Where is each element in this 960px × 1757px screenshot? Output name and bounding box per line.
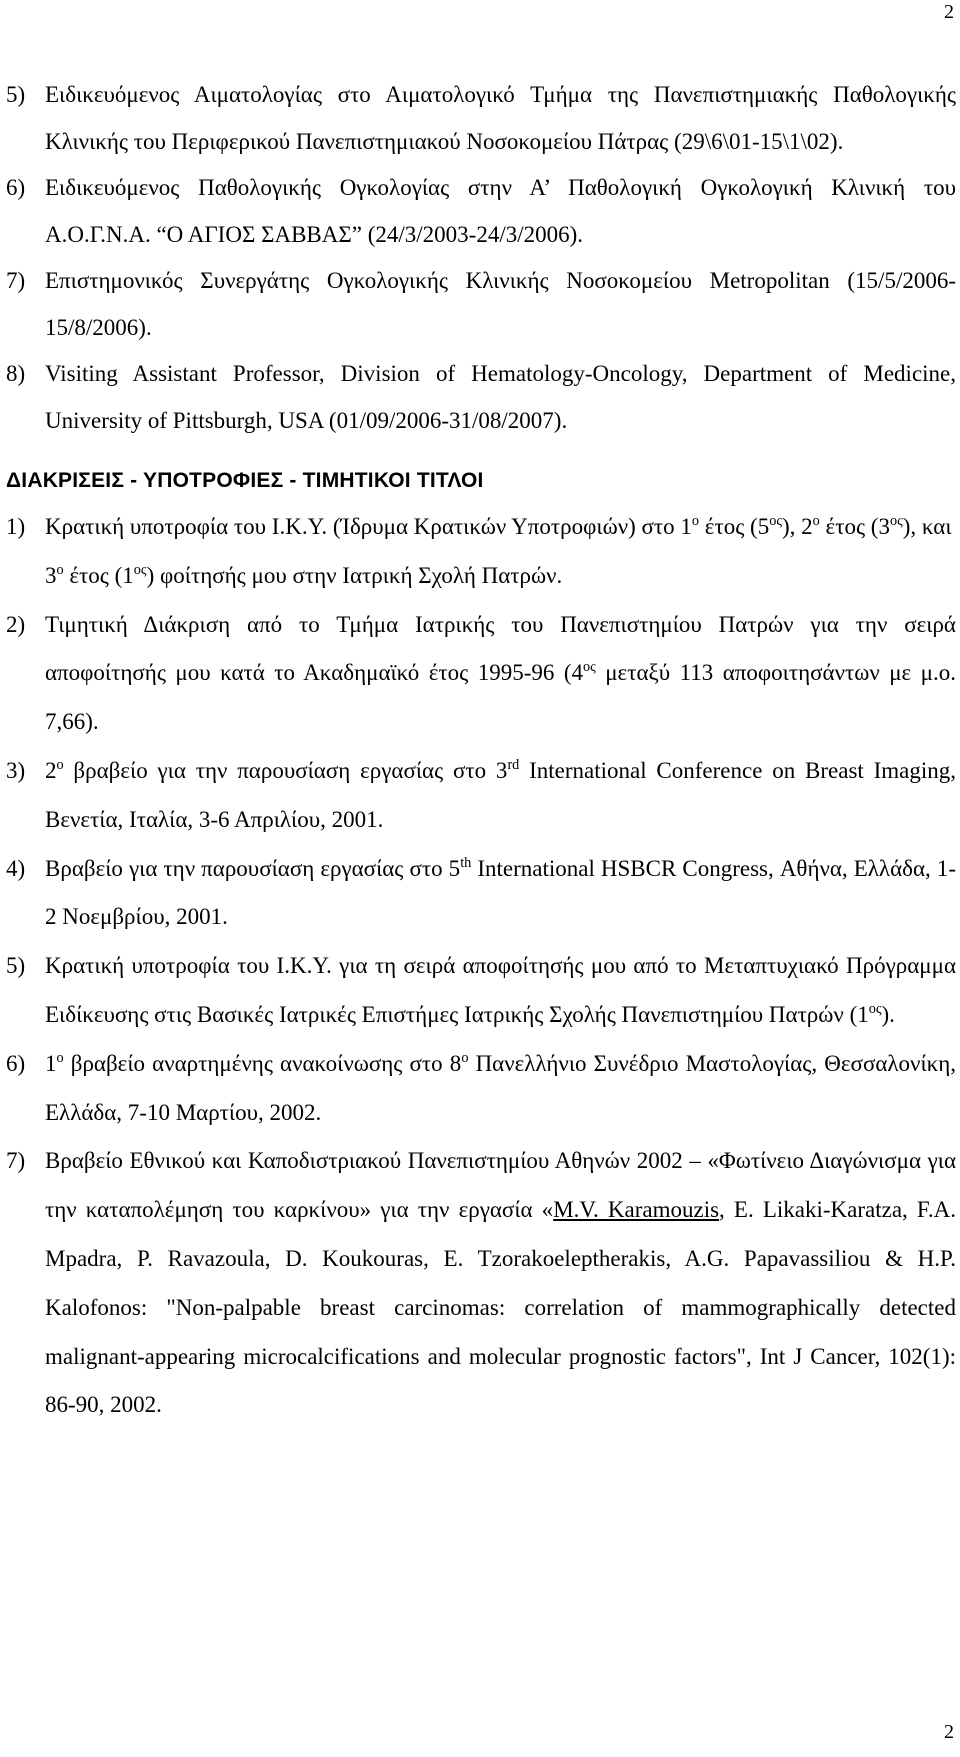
item-number: 6) xyxy=(6,175,26,200)
list-item xyxy=(6,1040,956,1138)
page-number-bottom: 2 xyxy=(944,1721,954,1743)
list-item xyxy=(6,845,956,943)
positions-list xyxy=(6,72,956,444)
list-item xyxy=(6,747,956,845)
item-number: 1) xyxy=(6,514,26,539)
item-text: $1^o$ βραβείο αναρτημένης ανακοίνωσης στο $8^o$ Πανελλήνιο Συνέδριο Μαστολογίας, Θεσσαλονίκη, Ελλάδα, 7-10 Μαρτίου, 2002. xyxy=(45,1049,956,1125)
item-text: Ειδικευόμενος Παθολογικής Ογκολογίας στην Α’ Παθολογική Ογκολογική Κλινική του Α.Ο.Γ.Ν.Α. “Ο ΑΓΙΟΣ ΣΑΒΒΑΣ” (24/3/2003-24/3/2006). xyxy=(45,175,956,247)
item-text: Visiting Assistant Professor, Division of Hematology-Oncology, Department of Medicine, University of Pittsburgh, USA (01/09/2006-31/08/2007). xyxy=(45,361,956,433)
item-number: 4) xyxy=(6,855,26,881)
list-item xyxy=(6,503,956,601)
document-body xyxy=(6,72,956,1430)
item-number: 7) xyxy=(6,1148,26,1174)
page-number-top: 2 xyxy=(944,1,954,23)
list-item xyxy=(6,601,956,747)
section-heading: ΔΙΑΚΡΙΣΕΙΣ - ΥΠΟΤΡΟΦΙΕΣ - ΤΙΜΗΤΙΚΟΙ ΤΙΤΛΟΙ xyxy=(6,469,484,492)
item-number: 3) xyxy=(6,757,26,783)
underlined-author: M.V. Karamouzis xyxy=(553,1197,720,1223)
item-text: Κρατική υποτροφία του Ι.Κ.Υ. (Ίδρυμα Κρατικών Υποτροφιών) στο $1^o$ έτος $(5^{o\varsigma})$, $2^o$ έτος $(3^{o\varsigma})$, και $3^o$ έτος $(1^{o\varsigma})$ φοίτησής μου στην Ιατρική Σχολή Πατρών. xyxy=(45,513,952,588)
item-text: Τιμητική Διάκριση από το Τμήμα Ιατρικής του Πανεπιστημίου Πατρών για την σειρά αποφοίτησής μου κατά το Ακαδημαϊκό έτος 1995-96 ($4^{o\varsigma}$ μεταξύ 113 αποφοιτησάντων με μ.ο. 7,66). xyxy=(45,611,956,735)
item-number: 2) xyxy=(6,611,26,637)
list-item xyxy=(6,165,956,258)
item-number: 5) xyxy=(6,82,26,107)
item-number: 6) xyxy=(6,1050,26,1076)
list-item xyxy=(6,942,956,1040)
list-item xyxy=(6,351,956,444)
item-number: 7) xyxy=(6,268,26,293)
item-text: $2^o$ βραβείο για την παρουσίαση εργασίας στο 3rd International Conference on Breast Imaging, Βενετία, Ιταλία, 3-6 Απριλίου, 2001. xyxy=(45,757,956,832)
item-text: Βραβείο για την παρουσίαση εργασίας στο 5th International HSBCR Congress, Αθήνα, Ελλάδα, 1-2 Νοεμβρίου, 2001. xyxy=(45,854,956,930)
list-item xyxy=(6,72,956,165)
item-text: Ειδικευόμενος Αιματολογίας στο Αιματολογικό Τμήμα της Πανεπιστημιακής Παθολογικής Κλινικής του Περιφερικού Πανεπιστημιακού Νοσοκομείου Πάτρας (29\6\01-15\1\02). xyxy=(45,82,956,154)
awards-list xyxy=(6,503,956,1430)
item-text: Κρατική υποτροφία του Ι.Κ.Υ. για τη σειρά αποφοίτησής μου από το Μεταπτυχιακό Πρόγραμμα Ειδίκευσης στις Βασικές Ιατρικές Επιστήμες Ιατρικής Σχολής Πανεπιστημίου Πατρών $(1^{o\varsigma})$. xyxy=(45,953,956,1027)
list-item xyxy=(6,1137,956,1430)
item-number: 5) xyxy=(6,953,26,979)
list-item xyxy=(6,258,956,351)
item-text: Επιστημονικός Συνεργάτης Ογκολογικής Κλινικής Νοσοκομείου Metropolitan (15/5/2006-15/8/2006). xyxy=(45,268,956,340)
item-number: 8) xyxy=(6,361,26,386)
item-text: Βραβείο Εθνικού και Καποδιστριακού Πανεπιστημίου Αθηνών 2002 – «Φωτίνειο Διαγώνισμα για την καταπολέμηση του καρκίνου» για την εργασία «M.V. Karamouzis, E. Likaki-Karatza, F.A. Mpadra, P. Ravazoula, D. Koukouras, E. Tzorakoeleptherakis, A.G. Papavassiliou & H.P. Kalofonos: "Non-palpable breast carcinomas: correlation of mammographically detected malignant-appearing microcalcifications and molecular prognostic factors", Int J Cancer, 102(1): 86-90, 2002. xyxy=(45,1148,956,1418)
